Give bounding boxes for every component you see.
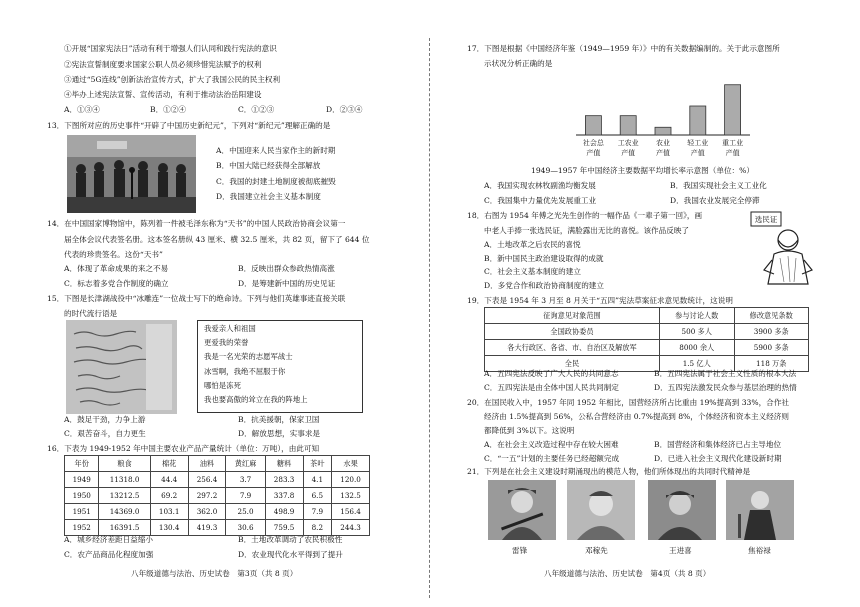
table-cell: 1952: [65, 520, 99, 536]
q17-option-c: C．我国集中力量优先发展重工业: [484, 196, 597, 205]
q14-stem-line-1: 14．在中国国家博物馆中，陈列着一件被毛泽东称为“天书”的中国人民政治协商会议第一: [47, 219, 346, 228]
q13-stem: 13．下图所对应的历史事件“开辟了中国历史新纪元”，下列对“新纪元”理解正确的是: [47, 121, 331, 130]
category-label-4: 产值: [725, 149, 740, 157]
q17-option-b: B．我国实现社会主义工业化: [670, 181, 767, 190]
category-label-3: 产值: [690, 149, 705, 157]
q17-option-d: D．我国农业发展完全停滞: [670, 196, 760, 205]
growth-rate-bar-chart: [570, 73, 756, 163]
table-cell: 156.4: [332, 504, 370, 520]
table-cell: 5900 多条: [734, 340, 809, 356]
q19-option-a: A．五四宪法反映了广大人民的共同意志: [484, 369, 619, 378]
constitution-feedback-table: [484, 307, 809, 372]
category-label-1: 工农业: [617, 139, 639, 147]
page-footer-left: 八年级道德与法治、历史试卷 第3页（共 8 页）: [131, 569, 298, 578]
q12-choice-b: B．①②④: [150, 105, 186, 114]
q15-option-d: D．解放思想，实事求是: [238, 429, 321, 438]
bar-0: [585, 116, 601, 135]
voter-card-badge-text: 选民证: [754, 215, 778, 224]
q19-option-c: C．五四宪法是由全体中国人民共同制定: [484, 383, 619, 392]
q14-stem-line-2: 届全体会议代表签名册。这本签名册纵 43 厘米、横 32.5 厘米，共 82 页，留下了 644 位: [64, 235, 370, 244]
q15-stem-line-1: 15．下图是长津湖战役中“冰雕连”一位战士写下的绝命诗。下列与他们英雄事迹直接关联: [47, 294, 346, 303]
category-label-1: 产值: [621, 149, 636, 157]
table-header-cell: 参与讨论人数: [660, 308, 735, 324]
table-cell: 全国政协委员: [485, 324, 660, 340]
q12-statement-3: ③通过“5G连线”创新法治宣传方式，扩大了我国公民的民主权利: [64, 75, 281, 84]
table-cell: 25.0: [226, 504, 265, 520]
table-cell: 337.8: [265, 488, 303, 504]
q16-option-d: D．农业现代化水平得到了提升: [238, 550, 343, 559]
portrait-jiao-yulu: [726, 480, 794, 540]
q15-option-c: C．艰苦奋斗，自力更生: [64, 429, 146, 438]
q14-stem-line-3: 代表的珍贵签名。这份“天书”: [64, 250, 163, 259]
table-cell: 118 万条: [734, 356, 809, 372]
founding-ceremony-photo: [67, 135, 196, 213]
bar-3: [690, 106, 706, 135]
table-cell: 498.9: [265, 504, 303, 520]
table-cell: 500 多人: [660, 324, 735, 340]
page-4-column: [430, 0, 860, 607]
q12-statement-4: ④毕办上述宪法宣誓、宣传活动，有利于推动法治岳阳建设: [64, 90, 262, 99]
person-name: 邓稼先: [585, 546, 608, 555]
q18-option-a: A．土地改革之后农民的喜悦: [484, 240, 581, 249]
table-header-row: [485, 308, 809, 324]
person-name: 焦裕禄: [748, 546, 771, 555]
table-cell: 各大行政区、各省、市、自治区及解放军: [485, 340, 660, 356]
q20-option-c: C．“一五”计划的主要任务已经超额完成: [484, 454, 620, 463]
q17-option-a: A．我国实现农林牧副渔均衡发展: [484, 181, 596, 190]
q15-option-a: A．鼓足干劲，力争上游: [64, 415, 146, 424]
table-cell: 1.5 亿人: [660, 356, 735, 372]
table-cell: 30.6: [226, 520, 265, 536]
category-label-0: 社会总: [582, 139, 604, 147]
table-header-cell: 修改意见条数: [734, 308, 809, 324]
q18-stem-line-1: 18．右图为 1954 年傅之光先生创作的一幅作品《一辈子第一回》，画: [467, 211, 703, 220]
q18-option-d: D．多党合作和政治协商制度的建立: [484, 281, 604, 290]
table-cell: 11318.0: [99, 472, 150, 488]
bar-1: [620, 116, 636, 135]
table-cell: 103.1: [150, 504, 188, 520]
q19-option-b: B．五四宪法属于社会主义性质的根本大法: [654, 369, 797, 378]
poem-line-5: 哪怕是冻死: [204, 381, 241, 390]
table-header-cell: 黄红麻: [226, 456, 265, 472]
q12-choice-c: C．①②③: [238, 105, 275, 114]
q13-option-b: B．中国大陆已经获得全部解放: [216, 161, 321, 170]
q17-caption: 1949—1957 年中国经济主要数据平均增长率示意图（单位：%）: [531, 166, 754, 175]
table-row: [65, 520, 370, 536]
table-cell: 3.7: [226, 472, 265, 488]
person-name: 王进喜: [669, 546, 692, 555]
table-header-cell: 征询意见对象范围: [485, 308, 660, 324]
table-header-cell: 棉花: [150, 456, 188, 472]
table-cell: 1949: [65, 472, 99, 488]
q12-statement-1: ①开展“国家宪法日”活动有利于增强人们认同和践行宪法的意识: [64, 44, 277, 53]
table-cell: 244.3: [332, 520, 370, 536]
table-header-cell: 粮食: [99, 456, 150, 472]
q18-option-c: C．社会主义基本制度的建立: [484, 267, 581, 276]
q20-option-b: B．国营经济和集体经济已占主导地位: [654, 440, 782, 449]
q18-option-b: B．新中国民主政治建设取得的成就: [484, 254, 604, 263]
table-cell: 362.0: [188, 504, 226, 520]
table-row: [65, 488, 370, 504]
table-row: [485, 340, 809, 356]
table-cell: 3900 多条: [734, 324, 809, 340]
q18-stem-line-2: 中老人手捧一张选民证，满脸露出无比的喜悦。该作品反映了: [484, 226, 690, 235]
q15-option-b: B．抗美援朝，保家卫国: [238, 415, 320, 424]
table-cell: 297.2: [188, 488, 226, 504]
poem-line-3: 我是一名光荣的志愿军战士: [204, 352, 293, 361]
category-label-2: 产值: [656, 149, 670, 157]
table-cell: 14369.0: [99, 504, 150, 520]
category-label-4: 重工业: [722, 139, 744, 147]
table-cell: 256.4: [188, 472, 226, 488]
table-cell: 132.5: [332, 488, 370, 504]
table-cell: 全民: [485, 356, 660, 372]
q20-stem-line-2: 经济由 1.5%提高到 56%，公私合营经济由 0.7%提高到 8%，个体经济和资本主义经济则: [484, 412, 789, 421]
table-header-cell: 水果: [332, 456, 370, 472]
portrait-wang-jinxi: [648, 480, 716, 540]
table-cell: 419.3: [188, 520, 226, 536]
category-label-0: 产值: [586, 149, 601, 157]
category-label-3: 轻工业: [687, 139, 709, 147]
table-cell: 4.1: [303, 472, 332, 488]
bar-4: [725, 85, 741, 135]
q13-option-a: A．中国迎来人民当家作主的新时期: [216, 146, 336, 155]
table-cell: 69.2: [150, 488, 188, 504]
bar-2: [655, 127, 671, 135]
table-cell: 759.5: [265, 520, 303, 536]
q16-stem: 16．下表为 1949-1952 年中国主要农业产品产量统计（单位：万吨），由此可知: [47, 444, 320, 453]
page-footer-right: 八年级道德与法治、历史试卷 第4页（共 8 页）: [544, 569, 711, 578]
table-cell: 13212.5: [99, 488, 150, 504]
poem-line-6: 我也要高傲的耸立在我的阵地上: [204, 395, 308, 404]
portrait-lei-feng: [488, 480, 556, 540]
agriculture-output-table: [64, 455, 370, 536]
q20-stem-line-1: 20．在国民收入中，1957 年同 1952 年相比，国营经济所占比重由 19%提高到 33%，合作社: [467, 398, 789, 407]
table-cell: 1950: [65, 488, 99, 504]
table-cell: 8000 余人: [660, 340, 735, 356]
table-cell: 1951: [65, 504, 99, 520]
q19-option-d: D．五四宪法激发民众参与基层治理的热情: [654, 383, 797, 392]
q20-option-d: D．已进入社会主义现代化建设新时期: [654, 454, 782, 463]
q13-option-c: C．我国的封建土地制度被彻底摧毁: [216, 177, 336, 186]
q21-stem: 21．下列是在社会主义建设时期涌现出的模范人物，他们所体现出的共同时代精神是: [467, 467, 751, 476]
q14-option-a: A．体现了革命成果的来之不易: [64, 264, 169, 273]
table-cell: 283.3: [265, 472, 303, 488]
poem-box: [197, 320, 363, 413]
table-cell: 44.4: [150, 472, 188, 488]
q16-option-a: A．城乡经济差距日益缩小: [64, 535, 154, 544]
q14-option-b: B．反映出群众参政热情高涨: [238, 264, 335, 273]
table-header-cell: 年份: [65, 456, 99, 472]
table-cell: 7.9: [303, 504, 332, 520]
poem-line-1: 我爱亲人和祖国: [204, 324, 256, 333]
person-name: 雷锋: [512, 546, 528, 555]
table-header-cell: 油料: [188, 456, 226, 472]
table-cell: 8.2: [303, 520, 332, 536]
q17-stem-line-1: 17．下图是根据《中国经济年鉴（1949—1959 年）》中的有关数据编制的。关于此示意图所: [467, 44, 780, 53]
table-row: [65, 472, 370, 488]
q12-choice-a: A．①③④: [64, 105, 100, 114]
poem-line-2: 更爱我的荣誉: [204, 338, 249, 347]
portrait-deng-jiaxian: [567, 480, 635, 540]
table-header-row: [65, 456, 370, 472]
q20-option-a: A．在社会主义改造过程中存在较大困难: [484, 440, 619, 449]
table-cell: 6.5: [303, 488, 332, 504]
q19-stem: 19．下表是 1954 年 3 月至 8 月关于“五四”宪法草案征求意见数统计，这说明: [467, 296, 733, 305]
table-cell: 130.4: [150, 520, 188, 536]
q12-statement-2: ②宪法宣誓制度要求国家公职人员必须珍惜宪法赋予的权利: [64, 60, 262, 69]
table-cell: 16391.5: [99, 520, 150, 536]
q14-option-c: C．标志着多党合作制度的确立: [64, 279, 169, 288]
table-row: [485, 324, 809, 340]
handwritten-poem-photo: [66, 320, 177, 414]
q15-stem-line-2: 的时代流行语是: [64, 309, 118, 318]
q16-option-c: C．农产品商品化程度加强: [64, 550, 154, 559]
table-header-cell: 糖料: [265, 456, 303, 472]
category-label-2: 农业: [656, 139, 670, 147]
table-header-cell: 茶叶: [303, 456, 332, 472]
q13-option-d: D．我国建立社会主义基本制度: [216, 192, 321, 201]
table-row: [65, 504, 370, 520]
q12-choice-d: D．②③④: [326, 105, 363, 114]
table-cell: 7.9: [226, 488, 265, 504]
q17-stem-line-2: 示状况分析正确的是: [484, 59, 553, 68]
table-cell: 120.0: [332, 472, 370, 488]
q16-option-b: B．土地改革调动了农民积极性: [238, 535, 343, 544]
q20-stem-line-3: 都降低到 3%以下。这说明: [484, 426, 575, 435]
poem-line-4: 冰雪啊，我绝不屈服于你: [204, 367, 286, 376]
voter-card-artwork: [750, 210, 816, 288]
q14-option-d: D．是筹建新中国的历史见证: [238, 279, 336, 288]
